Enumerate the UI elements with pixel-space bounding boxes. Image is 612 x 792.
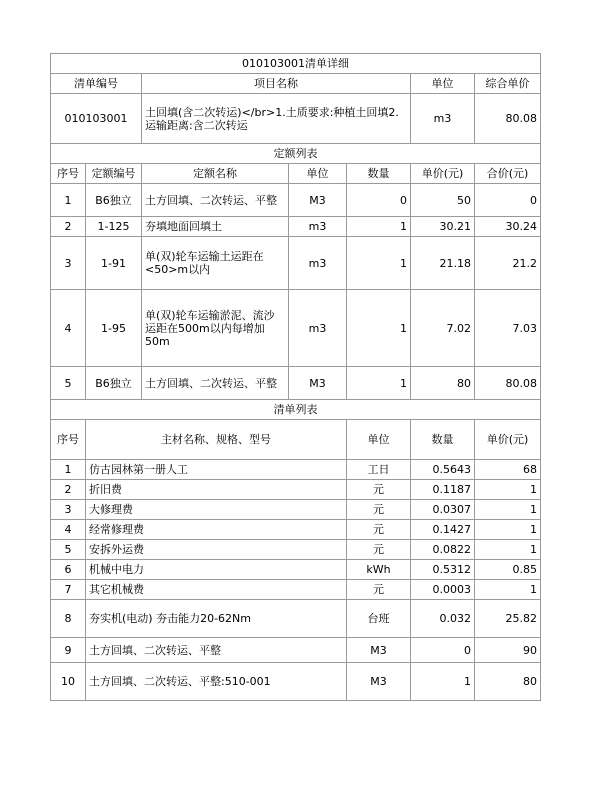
- material-name: 土方回填、二次转运、平整:510-001: [86, 663, 347, 701]
- table-row: [51, 540, 541, 560]
- quota-price: 80: [411, 367, 475, 400]
- quota-qty: 0: [347, 184, 411, 217]
- page-title: 010103001清单详细: [51, 54, 541, 74]
- quota-qty: 1: [347, 237, 411, 290]
- material-name: 仿古园林第一册人工: [86, 460, 347, 480]
- materials-col-no: 序号: [51, 420, 86, 460]
- material-unit: M3: [347, 638, 411, 663]
- material-no: 8: [51, 600, 86, 638]
- material-qty: 0.5643: [411, 460, 475, 480]
- materials-col-price: 单价(元): [475, 420, 541, 460]
- material-qty: 1: [411, 663, 475, 701]
- material-no: 6: [51, 560, 86, 580]
- table-row: [51, 290, 541, 367]
- table-row: [51, 600, 541, 638]
- quota-total: 80.08: [475, 367, 541, 400]
- quota-col-qty: 数量: [347, 164, 411, 184]
- table-row: [51, 638, 541, 663]
- quota-price: 21.18: [411, 237, 475, 290]
- materials-col-qty: 数量: [411, 420, 475, 460]
- quota-col-code: 定额编号: [86, 164, 142, 184]
- materials-col-unit: 单位: [347, 420, 411, 460]
- material-name: 其它机械费: [86, 580, 347, 600]
- quota-name: 土方回填、二次转运、平整: [142, 184, 289, 217]
- table-row: [51, 480, 541, 500]
- material-price: 68: [475, 460, 541, 480]
- material-no: 10: [51, 663, 86, 701]
- quota-unit: m3: [289, 290, 347, 367]
- material-unit: 元: [347, 520, 411, 540]
- material-price: 90: [475, 638, 541, 663]
- item-price: 80.08: [475, 94, 541, 144]
- item-code: 010103001: [51, 94, 142, 144]
- quota-section-title: 定额列表: [51, 144, 541, 164]
- item-unit: m3: [411, 94, 475, 144]
- header-col-name: 项目名称: [142, 74, 411, 94]
- material-name: 折旧费: [86, 480, 347, 500]
- quota-no: 5: [51, 367, 86, 400]
- quota-no: 1: [51, 184, 86, 217]
- material-name: 安拆外运费: [86, 540, 347, 560]
- quota-no: 4: [51, 290, 86, 367]
- material-name: 机械中电力: [86, 560, 347, 580]
- bill-detail-table: [50, 53, 541, 701]
- material-price: 80: [475, 663, 541, 701]
- item-name: 土回填(含二次转运)</br>1.土质要求:种植土回填2.运输距离:含二次转运: [142, 94, 411, 144]
- table-row: [51, 367, 541, 400]
- material-price: 1: [475, 500, 541, 520]
- quota-total: 30.24: [475, 217, 541, 237]
- material-no: 1: [51, 460, 86, 480]
- quota-unit: M3: [289, 367, 347, 400]
- table-row: [51, 560, 541, 580]
- header-col-unit: 单位: [411, 74, 475, 94]
- material-no: 4: [51, 520, 86, 540]
- material-no: 9: [51, 638, 86, 663]
- quota-col-no: 序号: [51, 164, 86, 184]
- quota-qty: 1: [347, 367, 411, 400]
- quota-price: 7.02: [411, 290, 475, 367]
- material-qty: 0.0822: [411, 540, 475, 560]
- material-price: 0.85: [475, 560, 541, 580]
- material-no: 5: [51, 540, 86, 560]
- material-unit: 元: [347, 540, 411, 560]
- materials-col-name: 主材名称、规格、型号: [86, 420, 347, 460]
- table-row: [51, 237, 541, 290]
- quota-no: 3: [51, 237, 86, 290]
- quota-total: 21.2: [475, 237, 541, 290]
- material-name: 经常修理费: [86, 520, 347, 540]
- quota-unit: m3: [289, 217, 347, 237]
- quota-name: 单(双)轮车运输土运距在<50>m以内: [142, 237, 289, 290]
- quota-code: 1-91: [86, 237, 142, 290]
- material-qty: 0.1427: [411, 520, 475, 540]
- material-price: 1: [475, 540, 541, 560]
- table-row: [51, 460, 541, 480]
- table-row: [51, 217, 541, 237]
- quota-qty: 1: [347, 217, 411, 237]
- quota-code: 1-95: [86, 290, 142, 367]
- quota-unit: m3: [289, 237, 347, 290]
- material-price: 1: [475, 480, 541, 500]
- quota-qty: 1: [347, 290, 411, 367]
- material-qty: 0.5312: [411, 560, 475, 580]
- table-row: [51, 520, 541, 540]
- table-row: [51, 184, 541, 217]
- header-col-code: 清单编号: [51, 74, 142, 94]
- material-qty: 0.0003: [411, 580, 475, 600]
- table-row: [51, 580, 541, 600]
- quota-name: 夯填地面回填土: [142, 217, 289, 237]
- quota-code: 1-125: [86, 217, 142, 237]
- quota-price: 50: [411, 184, 475, 217]
- material-unit: 元: [347, 480, 411, 500]
- material-unit: 元: [347, 500, 411, 520]
- materials-section-title: 清单列表: [51, 400, 541, 420]
- material-qty: 0.032: [411, 600, 475, 638]
- material-name: 夯实机(电动) 夯击能力20-62Nm: [86, 600, 347, 638]
- material-unit: 工日: [347, 460, 411, 480]
- material-price: 25.82: [475, 600, 541, 638]
- material-unit: 台班: [347, 600, 411, 638]
- material-qty: 0.1187: [411, 480, 475, 500]
- quota-col-name: 定额名称: [142, 164, 289, 184]
- table-row: [51, 663, 541, 701]
- quota-total: 0: [475, 184, 541, 217]
- quota-col-total: 合价(元): [475, 164, 541, 184]
- quota-unit: M3: [289, 184, 347, 217]
- header-col-price: 综合单价: [475, 74, 541, 94]
- material-name: 大修理费: [86, 500, 347, 520]
- material-unit: kWh: [347, 560, 411, 580]
- quota-no: 2: [51, 217, 86, 237]
- material-unit: 元: [347, 580, 411, 600]
- quota-name: 土方回填、二次转运、平整: [142, 367, 289, 400]
- quota-col-unit: 单位: [289, 164, 347, 184]
- quota-total: 7.03: [475, 290, 541, 367]
- table-row: [51, 500, 541, 520]
- material-qty: 0: [411, 638, 475, 663]
- material-no: 2: [51, 480, 86, 500]
- material-price: 1: [475, 520, 541, 540]
- material-name: 土方回填、二次转运、平整: [86, 638, 347, 663]
- material-no: 3: [51, 500, 86, 520]
- quota-price: 30.21: [411, 217, 475, 237]
- quota-code: B6独立: [86, 184, 142, 217]
- material-qty: 0.0307: [411, 500, 475, 520]
- material-price: 1: [475, 580, 541, 600]
- material-no: 7: [51, 580, 86, 600]
- quota-name: 单(双)轮车运输淤泥、流沙运距在500m以内每增加50m: [142, 290, 289, 367]
- material-unit: M3: [347, 663, 411, 701]
- quota-code: B6独立: [86, 367, 142, 400]
- quota-col-price: 单价(元): [411, 164, 475, 184]
